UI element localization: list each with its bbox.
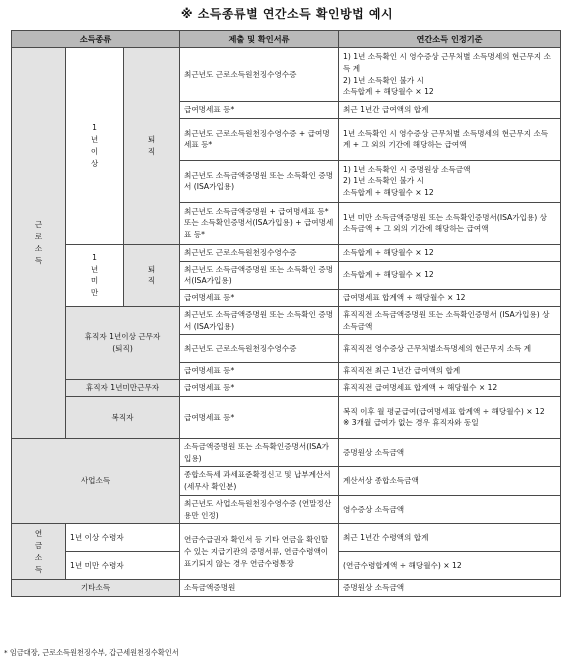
earned-over1y-retire-label: 퇴 직	[124, 48, 180, 245]
table-row	[12, 48, 561, 102]
leave-over1y-label: 휴직자 1년이상 근무자 (퇴직)	[66, 306, 180, 379]
income-verification-table	[11, 30, 561, 597]
earned-over1y-label: 1 년 이 상	[66, 48, 124, 245]
criteria-cell: 휴직직전 소득금액증명원 또는 소득확인증명서 (ISA가입용) 상 소득금액	[339, 306, 561, 335]
doc-cell: 최근년도 근로소득원천징수영수증	[180, 48, 339, 102]
table-row	[12, 524, 561, 552]
earned-under1y-retire-label: 퇴 직	[124, 244, 180, 306]
leave-under1y-label: 휴직자 1년미만근무자	[66, 380, 180, 397]
doc-cell: 최근년도 소득금액증명원 또는 소득확인 증명서 (ISA가입용)	[180, 306, 339, 335]
doc-cell: 최근년도 소득금액증명원 또는 소득확인 증명서(ISA가입용)	[180, 261, 339, 290]
criteria-cell: 1년 소득확인 시 영수증상 근무처별 소득명세의 현근무지 소득 계 + 그 외의 기간에 해당하는 급여액	[339, 118, 561, 160]
criteria-cell: 최근 1년간 급여액의 합계	[339, 102, 561, 119]
doc-cell: 급여명세표 등*	[180, 102, 339, 119]
criteria-cell: 계산서상 종합소득금액	[339, 467, 561, 496]
table-row	[12, 306, 561, 335]
table-row	[12, 438, 561, 467]
criteria-cell: 증명원상 소득금액	[339, 438, 561, 467]
criteria-cell: 휴직직전 최근 1년간 급여액의 합계	[339, 363, 561, 380]
header-income-type: 소득종류	[12, 31, 180, 48]
criteria-cell: 휴직직전 영수증상 근무처별소득명세의 현근무지 소득 계	[339, 335, 561, 363]
doc-cell: 급여명세표 등*	[180, 380, 339, 397]
criteria-cell: 복직 이후 월 평균급여(급여명세표 합계액 ÷ 해당월수) × 12 ※ 3개월 급여가 없는 경우 휴직자와 동일	[339, 396, 561, 438]
criteria-cell: 소득합계 ÷ 해당월수 × 12	[339, 244, 561, 261]
pension-under1y-label: 1년 미만 수령자	[66, 552, 180, 580]
table-header-row	[12, 31, 561, 48]
criteria-cell: 증명원상 소득금액	[339, 580, 561, 597]
doc-cell: 최근년도 사업소득원천징수영수증 (연말정산용만 인정)	[180, 495, 339, 524]
criteria-cell: 최근 1년간 수령액의 합계	[339, 524, 561, 552]
earned-income-label: 근 로 소 득	[12, 48, 66, 439]
pension-over1y-label: 1년 이상 수령자	[66, 524, 180, 552]
header-documents: 제출 및 확인서류	[180, 31, 339, 48]
doc-cell: 종합소득세 과세표준확정신고 및 납부계산서 (세무사 확인분)	[180, 467, 339, 496]
returnee-label: 복직자	[66, 396, 180, 438]
business-income-label: 사업소득	[12, 438, 180, 524]
doc-cell: 소득금액증명원 또는 소득확인증명서(ISA가입용)	[180, 438, 339, 467]
doc-cell: 급여명세표 등*	[180, 290, 339, 307]
doc-cell: 최근년도 근로소득원천징수영수증	[180, 335, 339, 363]
criteria-cell: 소득합계 ÷ 해당월수 × 12	[339, 261, 561, 290]
table-row	[12, 244, 561, 261]
pension-income-label: 연 금 소 득	[12, 524, 66, 580]
other-income-label: 기타소득	[12, 580, 180, 597]
criteria-cell: 급여명세표 합계액 ÷ 해당월수 × 12	[339, 290, 561, 307]
footnote: * 임금대장, 근로소득원천징수부, 갑근세원천징수확인서	[4, 648, 179, 657]
criteria-cell: 영수증상 소득금액	[339, 495, 561, 524]
doc-cell: 최근년도 근로소득원천징수영수증 + 급여명세표 등*	[180, 118, 339, 160]
doc-cell: 최근년도 근로소득원천징수영수증	[180, 244, 339, 261]
page-title: ※ 소득종류별 연간소득 확인방법 예시	[180, 7, 394, 21]
criteria-cell: (연금수령합계액 ÷ 해당월수) × 12	[339, 552, 561, 580]
doc-cell: 급여명세표 등*	[180, 396, 339, 438]
earned-under1y-label: 1 년 미 만	[66, 244, 124, 306]
doc-cell: 최근년도 소득금액증명원 + 급여명세표 등* 또는 소득확인증명서(ISA가입용) + 급여명세표 등*	[180, 202, 339, 244]
criteria-cell: 휴직직전 급여명세표 합계액 ÷ 해당월수 × 12	[339, 380, 561, 397]
criteria-cell: 1) 1년 소득확인 시 영수증상 근무처별 소득명세의 현근무지 소득 계 2) 1년 소득확인 불가 시 소득합계 ÷ 해당월수 × 12	[339, 48, 561, 102]
table-row	[12, 580, 561, 597]
doc-cell: 연금수급권자 확인서 등 기타 연금을 확인할 수 있는 지급기관의 증명서류, 연금수령액이 표기되지 않는 경우 연금수령통장	[180, 524, 339, 580]
table-row	[12, 396, 561, 438]
criteria-cell: 1) 1년 소득확인 시 증명원상 소득금액 2) 1년 소득확인 불가 시 소득합계 ÷ 해당월수 × 12	[339, 160, 561, 202]
doc-cell: 최근년도 소득금액증명원 또는 소득확인 증명서 (ISA가입용)	[180, 160, 339, 202]
header-criteria: 연간소득 인정기준	[339, 31, 561, 48]
doc-cell: 급여명세표 등*	[180, 363, 339, 380]
doc-cell: 소득금액증명원	[180, 580, 339, 597]
criteria-cell: 1년 미만 소득금액증명원 또는 소득확인증명서(ISA가입용) 상 소득금액 + 그 외의 기간에 해당하는 급여액	[339, 202, 561, 244]
table-row	[12, 380, 561, 397]
